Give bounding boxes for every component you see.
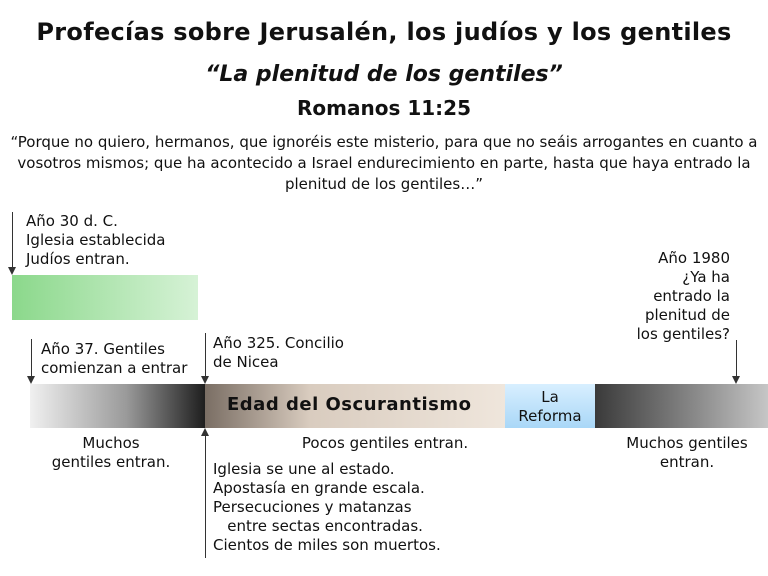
early-gentiles-note: Muchos gentiles entran. [51,434,171,471]
jewish-entry-bar [12,275,198,320]
dark-ages-events: Iglesia se une al estado. Apostasía en grande escala. Persecuciones y matanzas entre sectas encontradas. Cientos de miles son muertos. [213,460,441,554]
events-arrow-head [201,428,209,436]
year30-label: Año 30 d. C. Iglesia establecida Judíos entran. [26,212,166,268]
page-title: Profecías sobre Jerusalén, los judíos y los gentiles [36,18,732,46]
year325-arrow [205,333,206,377]
scripture-quote: “Porque no quiero, hermanos, que ignoréis este misterio, para que no seáis arrogantes en cuanto a vosotros mismos; que ha acontecido a Israel endurecimiento en parte, hasta que haya entrado la plenitud de los gentiles…” [10,133,758,193]
year1980-arrow [736,340,737,377]
dark-ages-gentiles-note: Pocos gentiles entran. [301,434,469,452]
modern-gentiles-note: Muchos gentiles entran. [626,434,748,471]
dark-ages-label: Edad del Oscurantismo [227,394,472,415]
year30-arrow [12,212,13,268]
subtitle: “La plenitud de los gentiles” [205,62,563,87]
events-arrow [205,436,206,558]
year325-arrow-head [201,376,209,384]
year1980-arrow-head [732,376,740,384]
reformation-label: La Reforma [518,388,582,425]
timeline-bar [30,384,768,428]
year37-label: Año 37. Gentiles comienzan a entrar [41,340,188,377]
year1980-label: Año 1980 ¿Ya ha entrado la plenitud de los gentiles? [636,249,730,343]
scripture-reference: Romanos 11:25 [297,96,471,120]
modern-segment [595,384,768,428]
year37-arrow-head [27,376,35,384]
year30-arrow-head [8,267,16,275]
reformation-segment [505,384,595,428]
dark-ages-segment [205,384,505,428]
year325-label: Año 325. Concilio de Nicea [213,334,344,371]
early-church-segment [30,384,205,428]
year37-arrow [31,339,32,377]
